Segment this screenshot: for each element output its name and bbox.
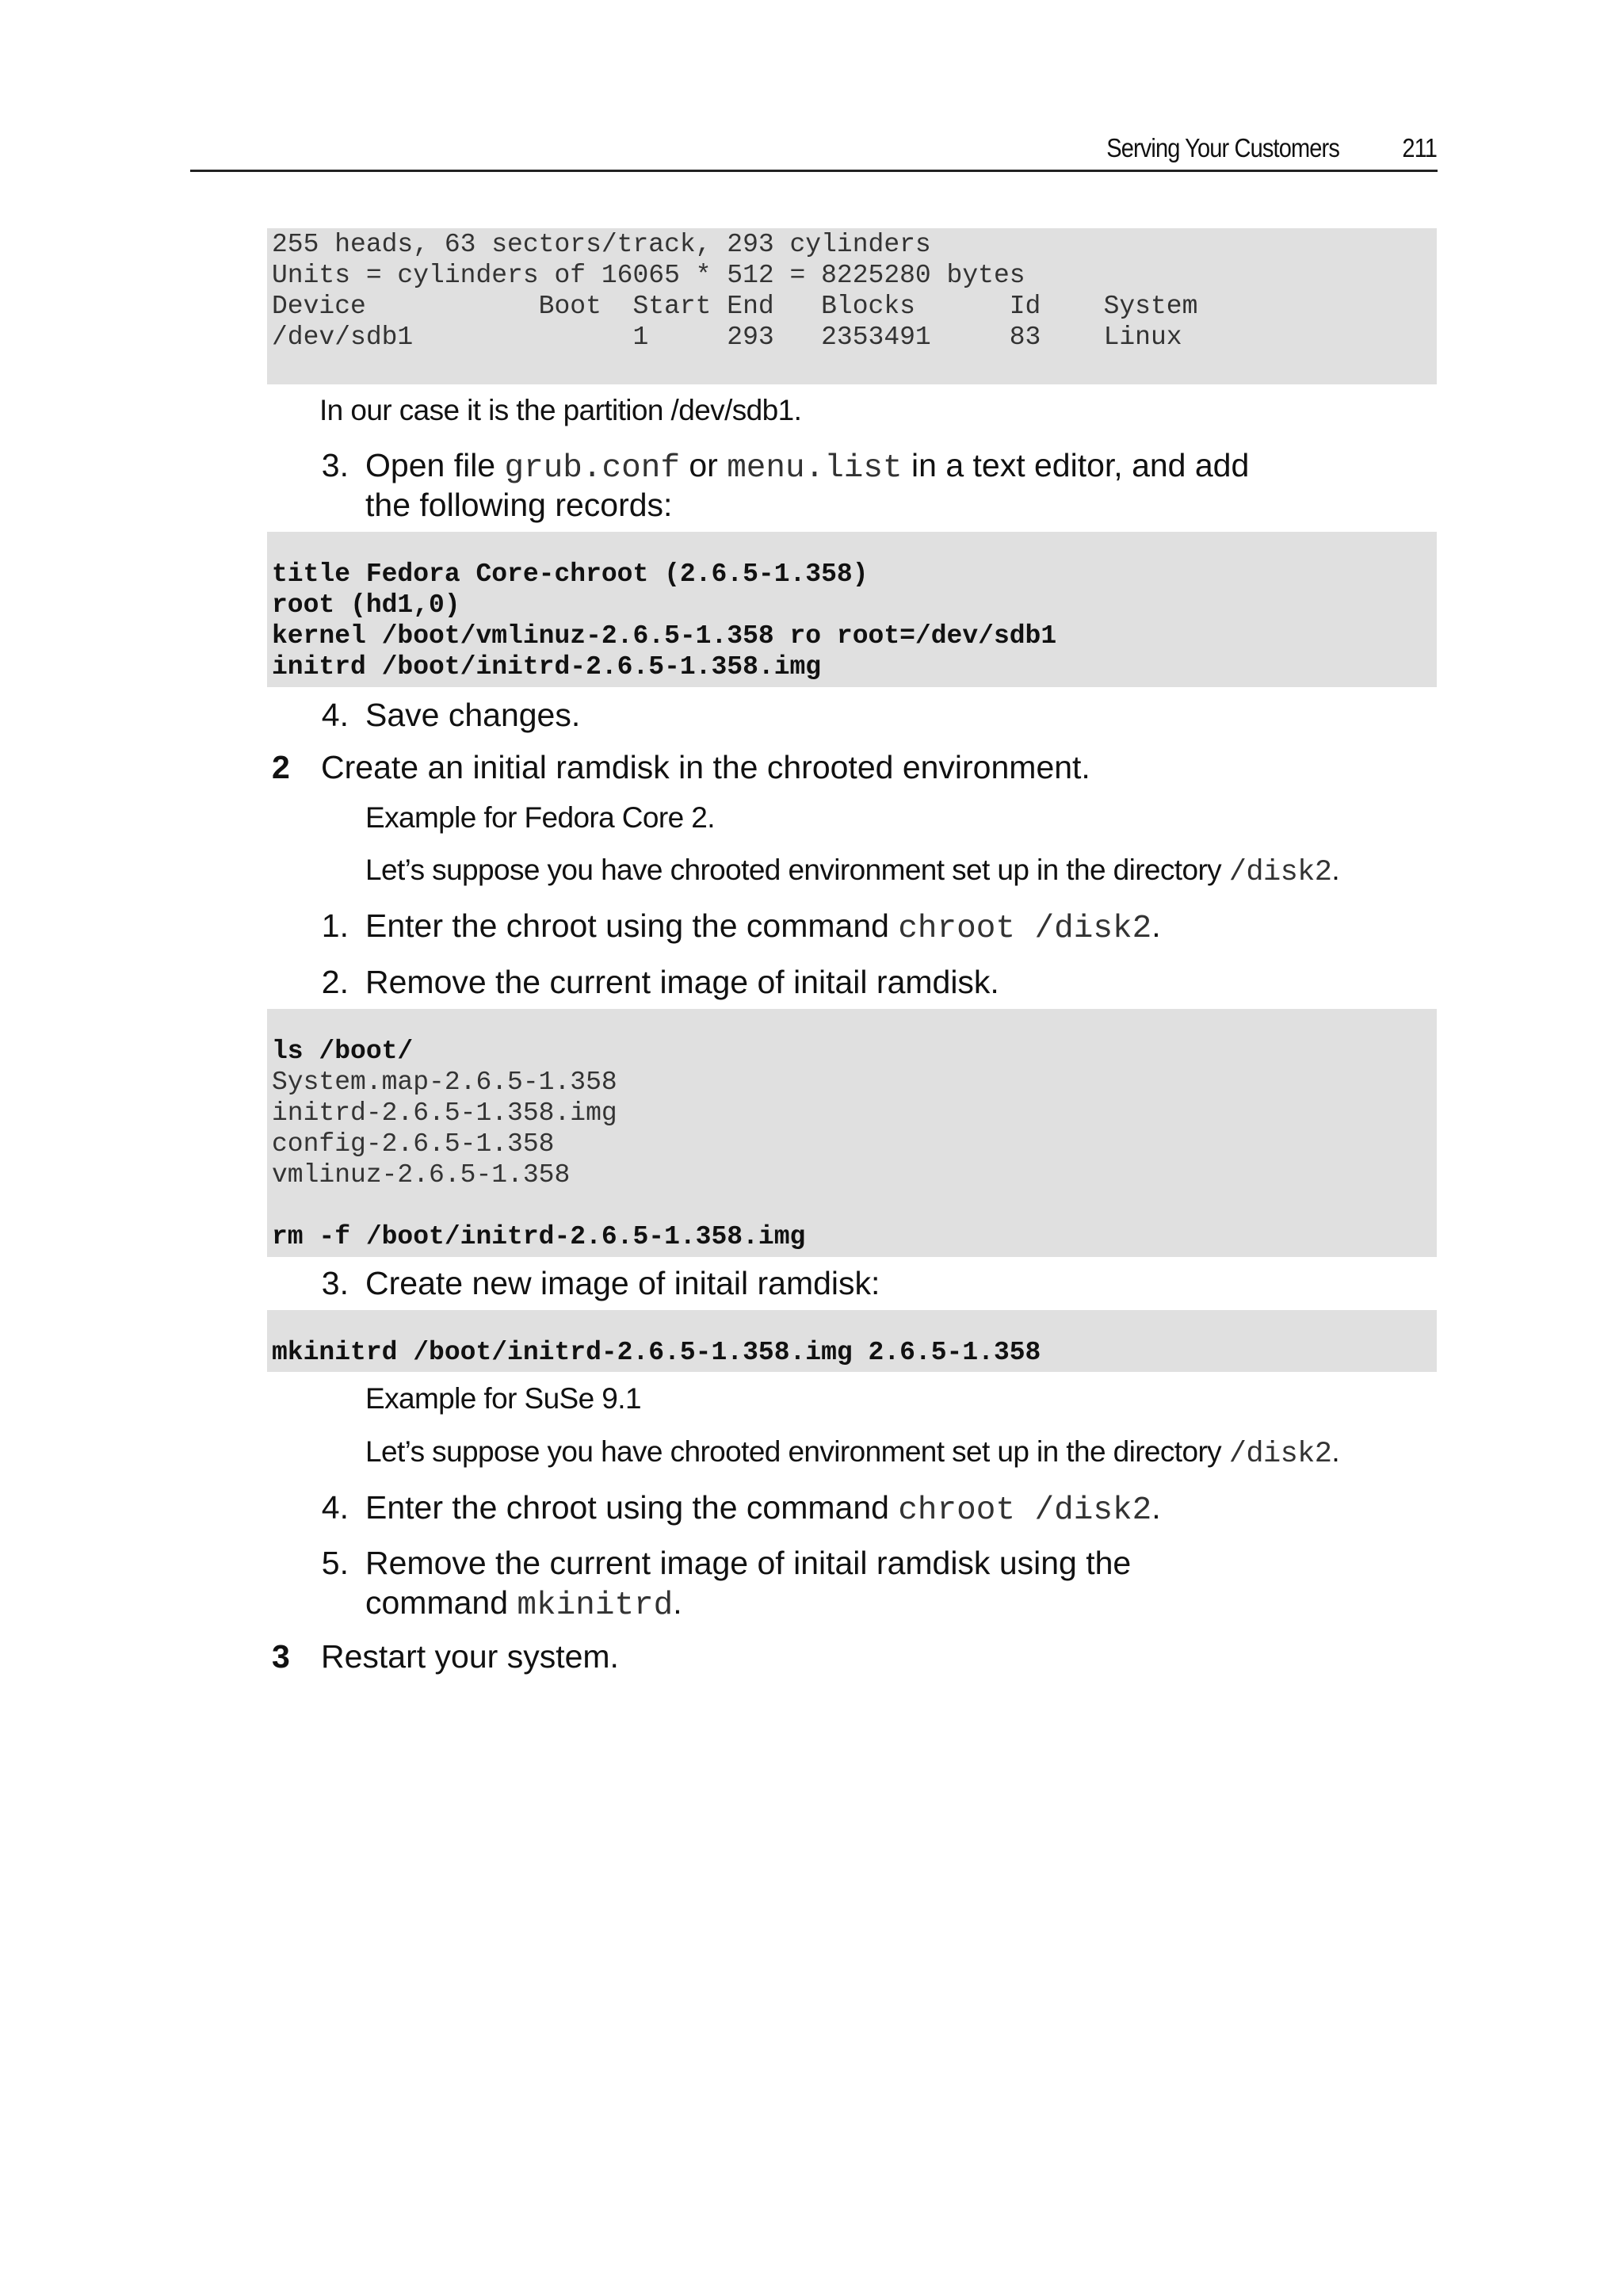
list-item-remove-image-mkinitrd: Remove the current image of initail ramdisk using the [365, 1545, 1132, 1581]
code-block-boot-listing [267, 1009, 1437, 1257]
code-line: initrd /boot/initrd-2.6.5-1.358.img [272, 652, 822, 682]
note-text: . [1331, 854, 1340, 886]
list-item-text: . [673, 1584, 682, 1621]
code-line: Device Boot Start End Blocks Id System [272, 292, 1198, 321]
command-mkinitrd: mkinitrd [517, 1587, 674, 1624]
code-line: Units = cylinders of 16065 * 512 = 8225280 bytes [272, 261, 1025, 290]
note-text: . [1331, 1435, 1340, 1468]
code-block-partition-table [267, 228, 1437, 384]
code-line: rm -f /boot/initrd-2.6.5-1.358.img [272, 1222, 806, 1251]
page-number: 211 [1402, 133, 1437, 162]
list-item-open-file [365, 445, 1249, 488]
code-block-mkinitrd [267, 1310, 1437, 1372]
code-block-grub-records [267, 532, 1437, 687]
list-number: 1. [321, 907, 349, 944]
suppose-note [365, 1432, 1339, 1474]
directory-path: /disk2 [1228, 1438, 1332, 1471]
code-line: System.map-2.6.5-1.358 [272, 1068, 617, 1097]
list-number: 5. [321, 1545, 349, 1581]
list-item-text: or [679, 447, 727, 483]
code-line: 255 heads, 63 sectors/track, 293 cylinders [272, 230, 931, 259]
list-item-text: command [365, 1584, 517, 1621]
list-number: 4. [321, 1489, 349, 1526]
list-number: 4. [321, 697, 349, 733]
code-line: ls /boot/ [272, 1037, 414, 1066]
code-line: config-2.6.5-1.358 [272, 1129, 555, 1159]
code-line: root (hd1,0) [272, 590, 460, 620]
list-item-continuation: the following records: [365, 487, 673, 523]
list-item-save: Save changes. [365, 697, 581, 733]
code-line: mkinitrd /boot/initrd-2.6.5-1.358.img 2.6.5-1.358 [272, 1338, 1041, 1367]
running-header-title: Serving Your Customers [1106, 133, 1339, 162]
note-text: Let’s suppose you have chrooted environment set up in the directory [365, 1435, 1229, 1468]
code-line: title Fedora Core-chroot (2.6.5-1.358) [272, 560, 869, 589]
step-restart: Restart your system. [321, 1638, 619, 1675]
code-line: initrd-2.6.5-1.358.img [272, 1098, 617, 1128]
list-number: 3. [321, 447, 349, 483]
list-number: 2. [321, 964, 349, 1000]
list-item-create-image: Create new image of initail ramdisk: [365, 1265, 880, 1301]
list-item-text: Enter the chroot using the command [365, 907, 899, 944]
code-blank-line [272, 1190, 1437, 1221]
code-line: /dev/sdb1 1 293 2353491 83 Linux [272, 323, 1182, 352]
list-item-text: . [1151, 907, 1161, 944]
suppose-note [365, 850, 1339, 892]
example-suse: Example for SuSe 9.1 [365, 1382, 641, 1415]
step-create-ramdisk: Create an initial ramdisk in the chrooted environment. [321, 749, 1090, 785]
example-fedora: Example for Fedora Core 2. [365, 801, 715, 834]
code-line: kernel /boot/vmlinuz-2.6.5-1.358 ro root=/dev/sdb1 [272, 621, 1057, 651]
list-item-remove-image: Remove the current image of initail ramdisk. [365, 964, 999, 1000]
filename-menu-list: menu.list [727, 450, 903, 487]
command-chroot: chroot /disk2 [898, 1492, 1152, 1529]
list-item-text: in a text editor, and add [902, 447, 1250, 483]
list-number: 3. [321, 1265, 349, 1301]
header-rule [190, 170, 1438, 172]
command-chroot: chroot /disk2 [898, 911, 1152, 947]
list-item-text: Open file [365, 447, 505, 483]
directory-path: /disk2 [1228, 856, 1332, 889]
step-number: 2 [272, 749, 290, 785]
step-number: 3 [272, 1638, 290, 1675]
list-item-continuation [365, 1583, 682, 1626]
list-item-enter-chroot [365, 906, 1161, 949]
list-item-text: . [1151, 1489, 1161, 1526]
list-item-enter-chroot [365, 1488, 1161, 1530]
list-item-text: Enter the chroot using the command [365, 1489, 899, 1526]
code-line: vmlinuz-2.6.5-1.358 [272, 1160, 571, 1190]
note-text: Let’s suppose you have chrooted environment set up in the directory [365, 854, 1229, 886]
filename-grub-conf: grub.conf [504, 450, 680, 487]
note-partition: In our case it is the partition /dev/sdb1. [319, 394, 802, 426]
